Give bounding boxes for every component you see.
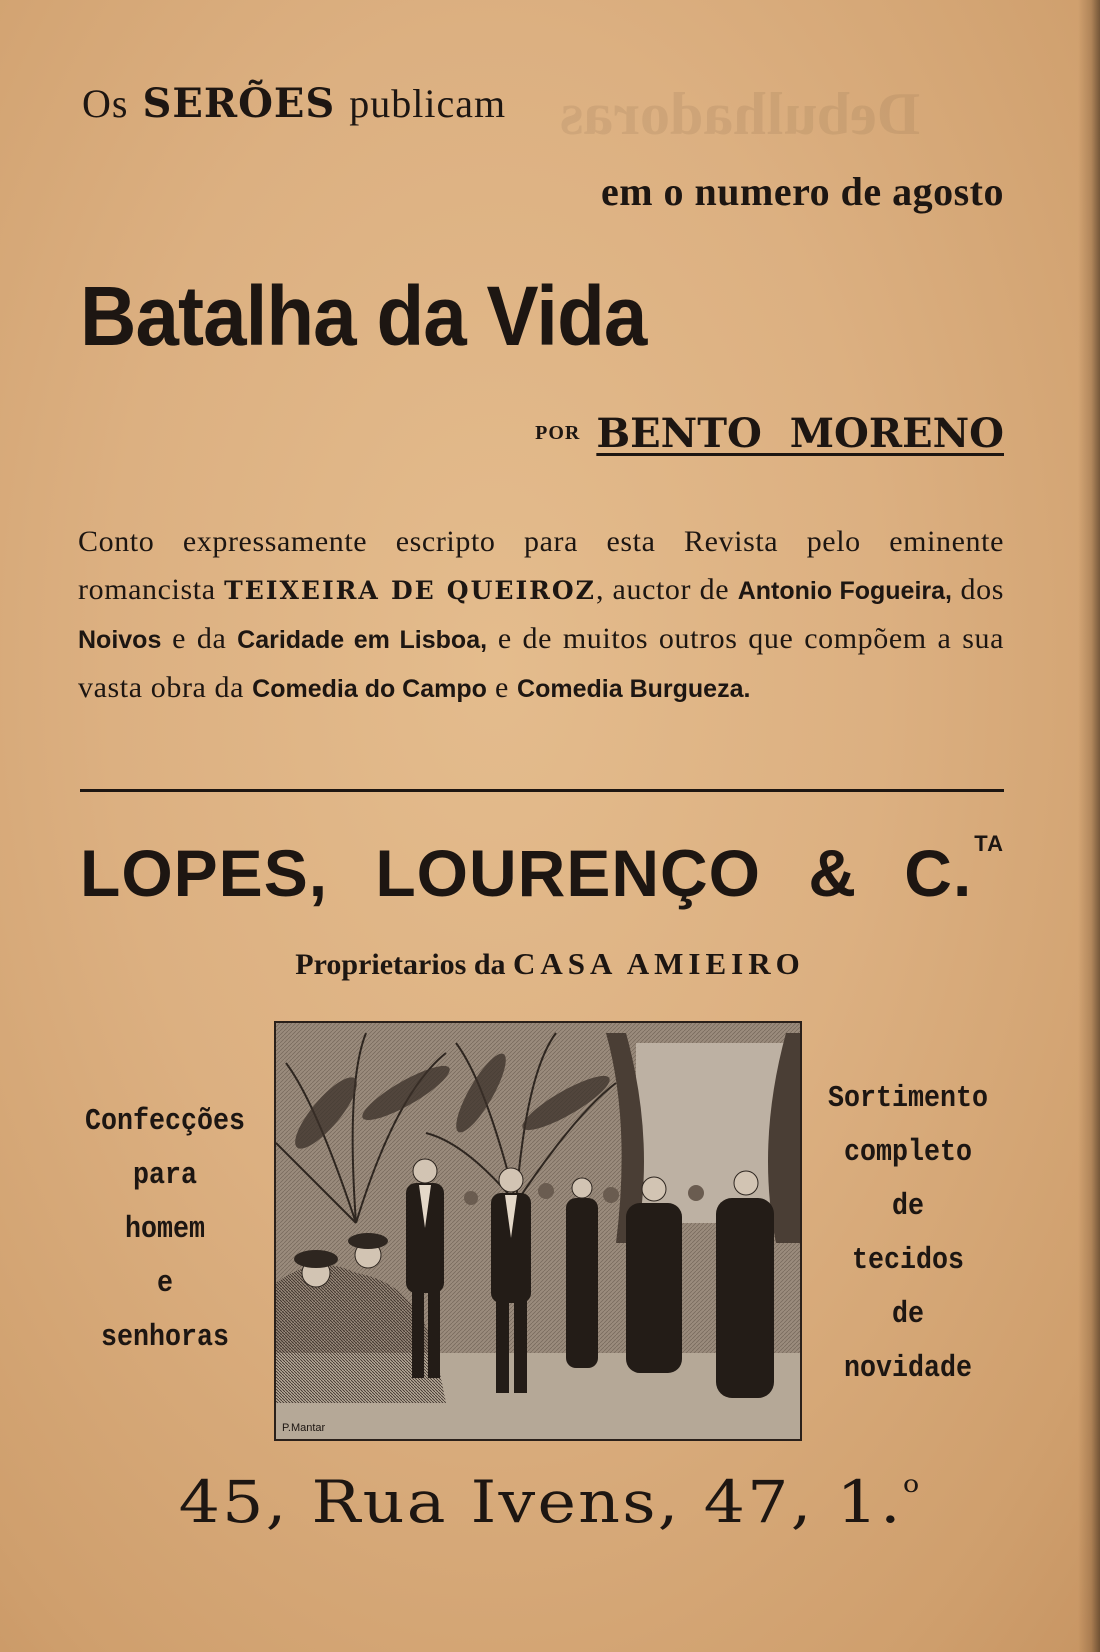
address-floor-sup: o: [902, 1470, 922, 1498]
masthead-seroes: SERÕES: [142, 80, 336, 127]
story-title: Batalha da Vida: [80, 269, 647, 363]
left-ad-line: para: [132, 1158, 197, 1193]
firm-suffix: TA: [974, 831, 1004, 856]
work-title: Comedia do Campo: [252, 675, 487, 703]
bleed-through-text: Debulhadoras: [560, 81, 921, 147]
work-title: Comedia Burgueza.: [517, 675, 751, 703]
work-title: Noivos: [78, 626, 162, 654]
firm-company: C.: [904, 836, 973, 910]
description-text: e: [486, 671, 518, 704]
shop-address: [0, 1468, 1100, 1536]
owners-line: [0, 946, 1100, 982]
firm-word-4: [904, 831, 1004, 911]
artist-signature: P.Mantar: [282, 1422, 326, 1434]
novelist-name: TEIXEIRA DE QUEIROZ: [224, 576, 596, 605]
firm-name: [80, 831, 1004, 911]
issue-line: em o numero de agosto: [600, 169, 1004, 214]
author-line: [535, 410, 1004, 457]
right-ad-line: Sortimento: [828, 1081, 988, 1116]
left-ad-line: Confecções: [85, 1104, 245, 1139]
left-ad-line: homem: [124, 1212, 205, 1247]
description-text: e da: [161, 622, 238, 655]
story-description: [78, 518, 1004, 713]
right-ad-line: tecidos: [851, 1243, 964, 1278]
right-ad-text: [825, 1072, 990, 1396]
address-text: 45, Rua Ivens, 47, 1.: [178, 1468, 903, 1536]
work-title: Antonio Fogueira,: [737, 577, 952, 605]
right-ad-line: de: [891, 1189, 925, 1224]
firm-word-1: LOPES,: [80, 836, 329, 910]
description-text: e de muitos outros que compõem a sua vasta obra da: [78, 622, 1004, 704]
left-ad-line: e: [156, 1266, 173, 1301]
masthead-os: Os: [82, 81, 129, 126]
work-title: Caridade em Lisboa,: [237, 626, 488, 654]
masthead-line: [82, 80, 506, 127]
salon-engraving: [276, 1023, 800, 1439]
description-text: Conto expressamente escripto para esta Revista pelo eminente romancista: [78, 525, 1004, 606]
section-divider: [80, 789, 1004, 792]
right-ad-line: completo: [843, 1135, 972, 1170]
shop-name: CASA AMIEIRO: [513, 946, 805, 981]
left-ad-text: [83, 1095, 246, 1365]
description-text: dos: [951, 573, 1004, 606]
salon-illustration: [274, 1021, 802, 1441]
masthead-publicam: publicam: [349, 81, 507, 126]
right-ad-line: de: [891, 1297, 925, 1332]
author-por: POR: [535, 422, 581, 444]
description-text: , auctor de: [595, 573, 738, 606]
firm-word-2: LOURENÇO: [375, 836, 762, 910]
firm-word-3: &: [808, 836, 857, 910]
right-ad-line: novidade: [843, 1351, 972, 1386]
page-edge-shadow: [1078, 0, 1100, 1652]
author-name: BENTO MORENO: [596, 410, 1004, 457]
owners-prefix: Proprietarios da: [295, 948, 506, 981]
left-ad-line: senhoras: [100, 1320, 229, 1355]
